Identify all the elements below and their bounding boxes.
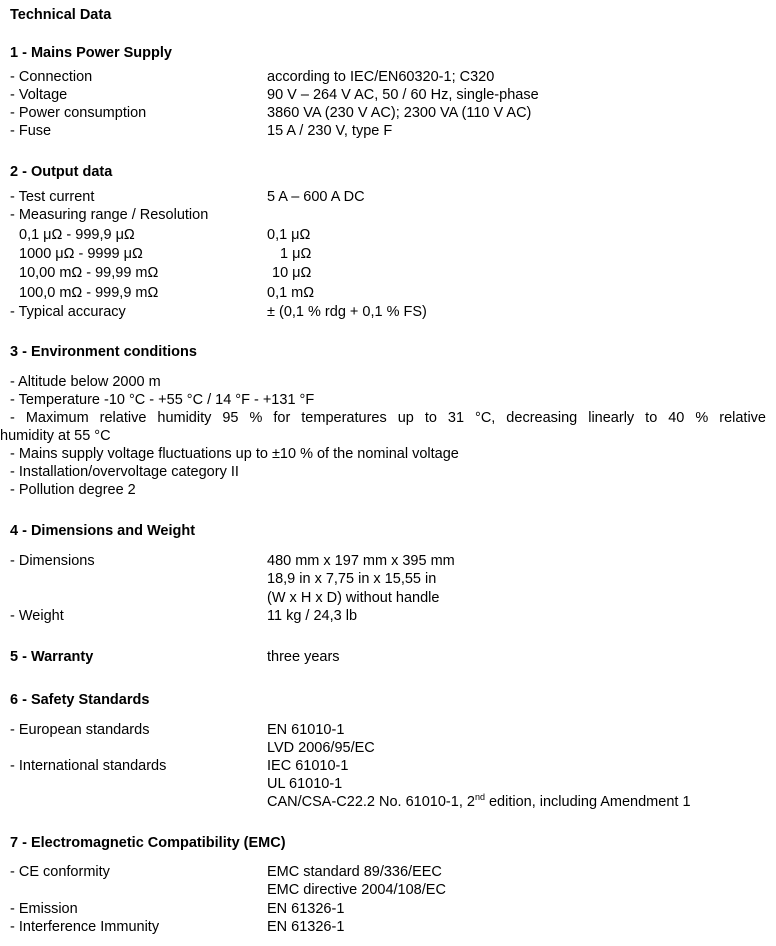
section-heading-output-data: 2 - Output data xyxy=(10,164,113,180)
env-line: - Mains supply voltage fluctuations up to ±10 % of the nominal voltage xyxy=(10,446,459,462)
spec-value: EN 61326-1 xyxy=(267,901,345,917)
section-heading-safety: 6 - Safety Standards xyxy=(10,692,150,708)
spec-value: according to IEC/EN60320-1; C320 xyxy=(267,69,495,85)
spec-label: - Dimensions xyxy=(10,553,95,569)
env-line: - Altitude below 2000 m xyxy=(10,374,161,390)
warranty-value: three years xyxy=(267,649,340,665)
section-heading-warranty: 5 - Warranty xyxy=(10,649,94,665)
can-prefix: CAN/CSA-C22.2 No. 61010-1, 2 xyxy=(267,794,475,810)
spec-value: 5 A – 600 A DC xyxy=(267,189,365,205)
range-label: 0,1 μΩ - 999,9 μΩ xyxy=(19,227,135,243)
spec-value: 15 A / 230 V, type F xyxy=(267,123,393,139)
spec-value: LVD 2006/95/EC xyxy=(267,740,375,756)
spec-label: - Fuse xyxy=(10,123,52,139)
spec-value: 480 mm x 197 mm x 395 mm xyxy=(267,553,455,569)
spec-value: 18,9 in x 7,75 in x 15,55 in xyxy=(267,571,437,587)
page-title: Technical Data xyxy=(10,7,112,23)
range-label: 100,0 mΩ - 999,9 mΩ xyxy=(19,285,159,301)
spec-value: IEC 61010-1 xyxy=(267,758,349,774)
env-line: humidity at 55 °C xyxy=(0,428,111,444)
range-resolution: 1 μΩ xyxy=(280,246,312,262)
spec-label: - Test current xyxy=(10,189,95,205)
section-heading-emc: 7 - Electromagnetic Compatibility (EMC) xyxy=(10,835,286,851)
spec-label: - CE conformity xyxy=(10,864,110,880)
env-line: - Temperature -10 °C - +55 °C / 14 °F - +131 °F xyxy=(10,392,315,408)
spec-label: - Connection xyxy=(10,69,93,85)
spec-label: - Interference Immunity xyxy=(10,919,160,935)
spec-value: EN 61326-1 xyxy=(267,919,345,935)
spec-value: 3860 VA (230 V AC); 2300 VA (110 V AC) xyxy=(267,105,532,121)
section-heading-mains-power: 1 - Mains Power Supply xyxy=(10,45,172,61)
spec-value: EMC directive 2004/108/EC xyxy=(267,882,446,898)
spec-value: EN 61010-1 xyxy=(267,722,345,738)
spec-label: - Typical accuracy xyxy=(10,304,126,320)
spec-label: - Power consumption xyxy=(10,105,147,121)
range-resolution: 0,1 μΩ xyxy=(267,227,311,243)
spec-value: EMC standard 89/336/EEC xyxy=(267,864,442,880)
range-resolution: 10 μΩ xyxy=(272,265,312,281)
spec-value-can-csa xyxy=(267,794,691,810)
spec-value: 11 kg / 24,3 lb xyxy=(267,608,358,624)
range-label: 1000 μΩ - 9999 μΩ xyxy=(19,246,143,262)
range-resolution: 0,1 mΩ xyxy=(267,285,315,301)
spec-value: 90 V – 264 V AC, 50 / 60 Hz, single-phase xyxy=(267,87,539,103)
spec-label: - Voltage xyxy=(10,87,68,103)
spec-label: - International standards xyxy=(10,758,167,774)
spec-value: UL 61010-1 xyxy=(267,776,343,792)
spec-label: - Emission xyxy=(10,901,78,917)
spec-label: - Measuring range / Resolution xyxy=(10,207,209,223)
can-sup: nd xyxy=(474,792,485,802)
range-label: 10,00 mΩ - 99,99 mΩ xyxy=(19,265,159,281)
env-line: - Installation/overvoltage category II xyxy=(10,464,239,480)
spec-value: ± (0,1 % rdg + 0,1 % FS) xyxy=(267,304,427,320)
can-suffix: edition, including Amendment 1 xyxy=(484,794,691,810)
spec-value: (W x H x D) without handle xyxy=(267,590,440,606)
spec-label: - European standards xyxy=(10,722,150,738)
env-line: - Maximum relative humidity 95 % for temperatures up to 31 °C, decreasing linearly to 40 % relative xyxy=(10,410,766,426)
section-heading-environment: 3 - Environment conditions xyxy=(10,344,197,360)
spec-label: - Weight xyxy=(10,608,64,624)
section-heading-dimensions: 4 - Dimensions and Weight xyxy=(10,523,196,539)
env-line: - Pollution degree 2 xyxy=(10,482,136,498)
